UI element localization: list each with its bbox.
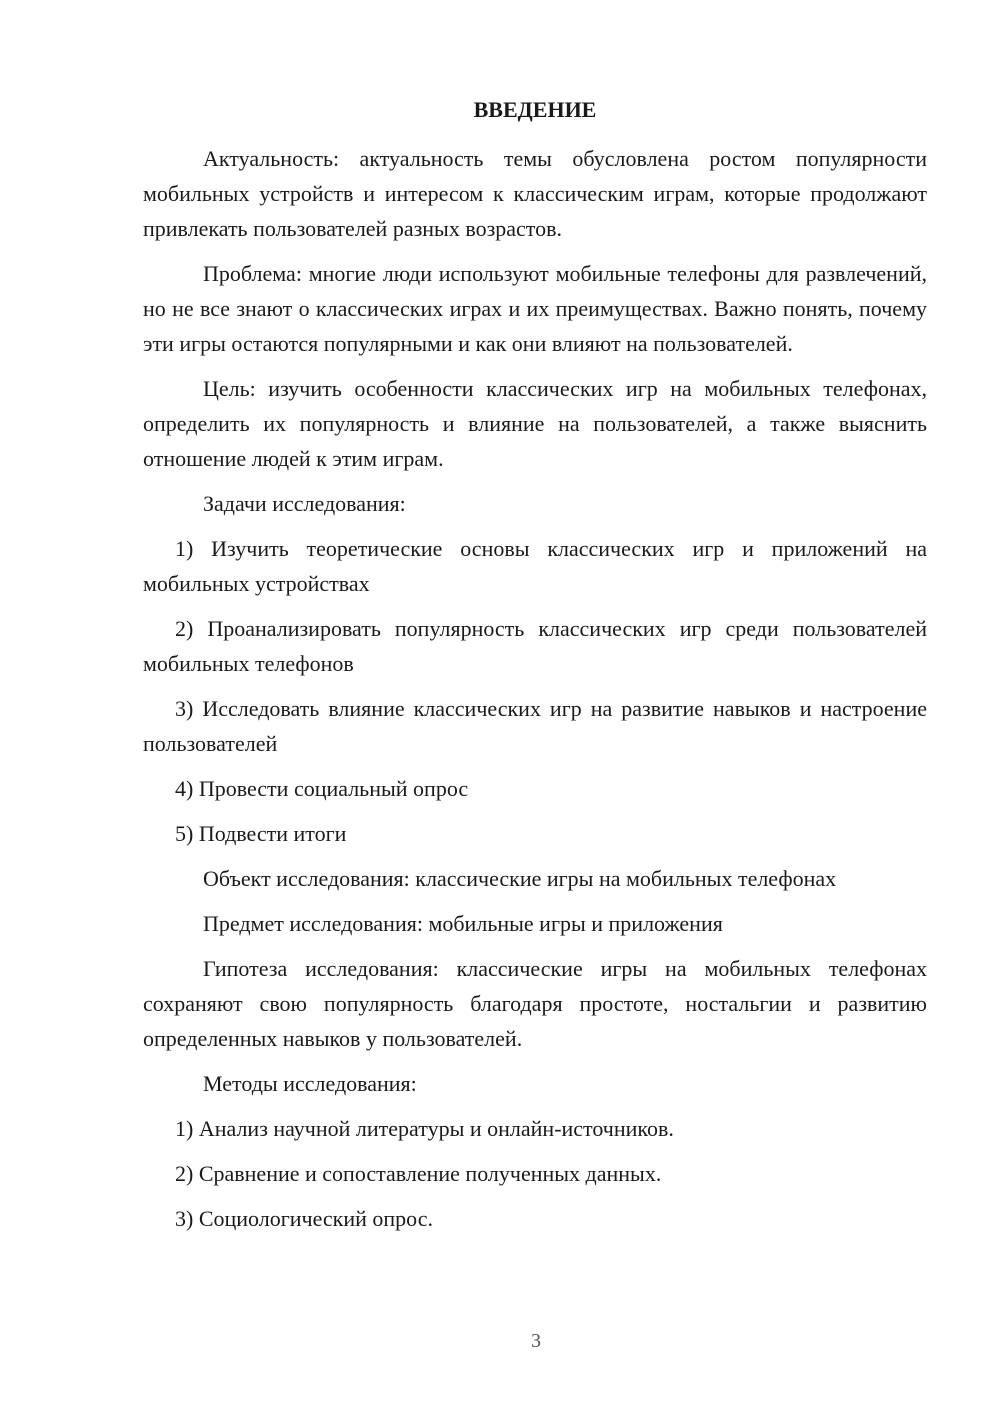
method-item-2: 2) Сравнение и сопоставление полученных данных. — [175, 1161, 662, 1186]
method-item-3: 3) Социологический опрос. — [175, 1206, 433, 1231]
task-item-1: 1) Изучить теоретические основы классических игр и приложений на мобильных устройствах — [143, 536, 927, 596]
paragraph-object: Объект исследования: классические игры на мобильных телефонах — [203, 866, 837, 891]
task-item-3: 3) Исследовать влияние классических игр на развитие навыков и настроение пользователей — [143, 696, 927, 756]
tasks-heading: Задачи исследования: — [203, 491, 406, 516]
paragraph-subject: Предмет исследования: мобильные игры и приложения — [203, 911, 723, 936]
page-title: ВВЕДЕНИЕ — [473, 97, 597, 122]
methods-heading: Методы исследования: — [203, 1071, 417, 1096]
task-item-4: 4) Провести социальный опрос — [175, 776, 469, 801]
page-number: 3 — [531, 1330, 541, 1352]
task-item-2: 2) Проанализировать популярность классических игр среди пользователей мобильных телефонов — [143, 616, 927, 676]
paragraph-problem: Проблема: многие люди используют мобильные телефоны для развлечений, но не все знают о классических играх и их преимуществах. Важно понять, почему эти игры остаются популярными и как они влияют на пользователей. — [143, 261, 927, 356]
document-page — [143, 92, 927, 1246]
task-item-5: 5) Подвести итоги — [175, 821, 347, 846]
paragraph-goal: Цель: изучить особенности классических игр на мобильных телефонах, определить их популярность и влияние на пользователей, а также выяснить отношение людей к этим играм. — [143, 376, 927, 471]
method-item-1: 1) Анализ научной литературы и онлайн-источников. — [175, 1116, 674, 1141]
paragraph-relevance: Актуальность: актуальность темы обусловлена ростом популярности мобильных устройств и интересом к классическим играм, которые продолжают привлекать пользователей разных возрастов. — [143, 146, 927, 241]
paragraph-hypothesis: Гипотеза исследования: классические игры на мобильных телефонах сохраняют свою популярность благодаря простоте, ностальгии и развитию определенных навыков у пользователей. — [143, 956, 927, 1051]
